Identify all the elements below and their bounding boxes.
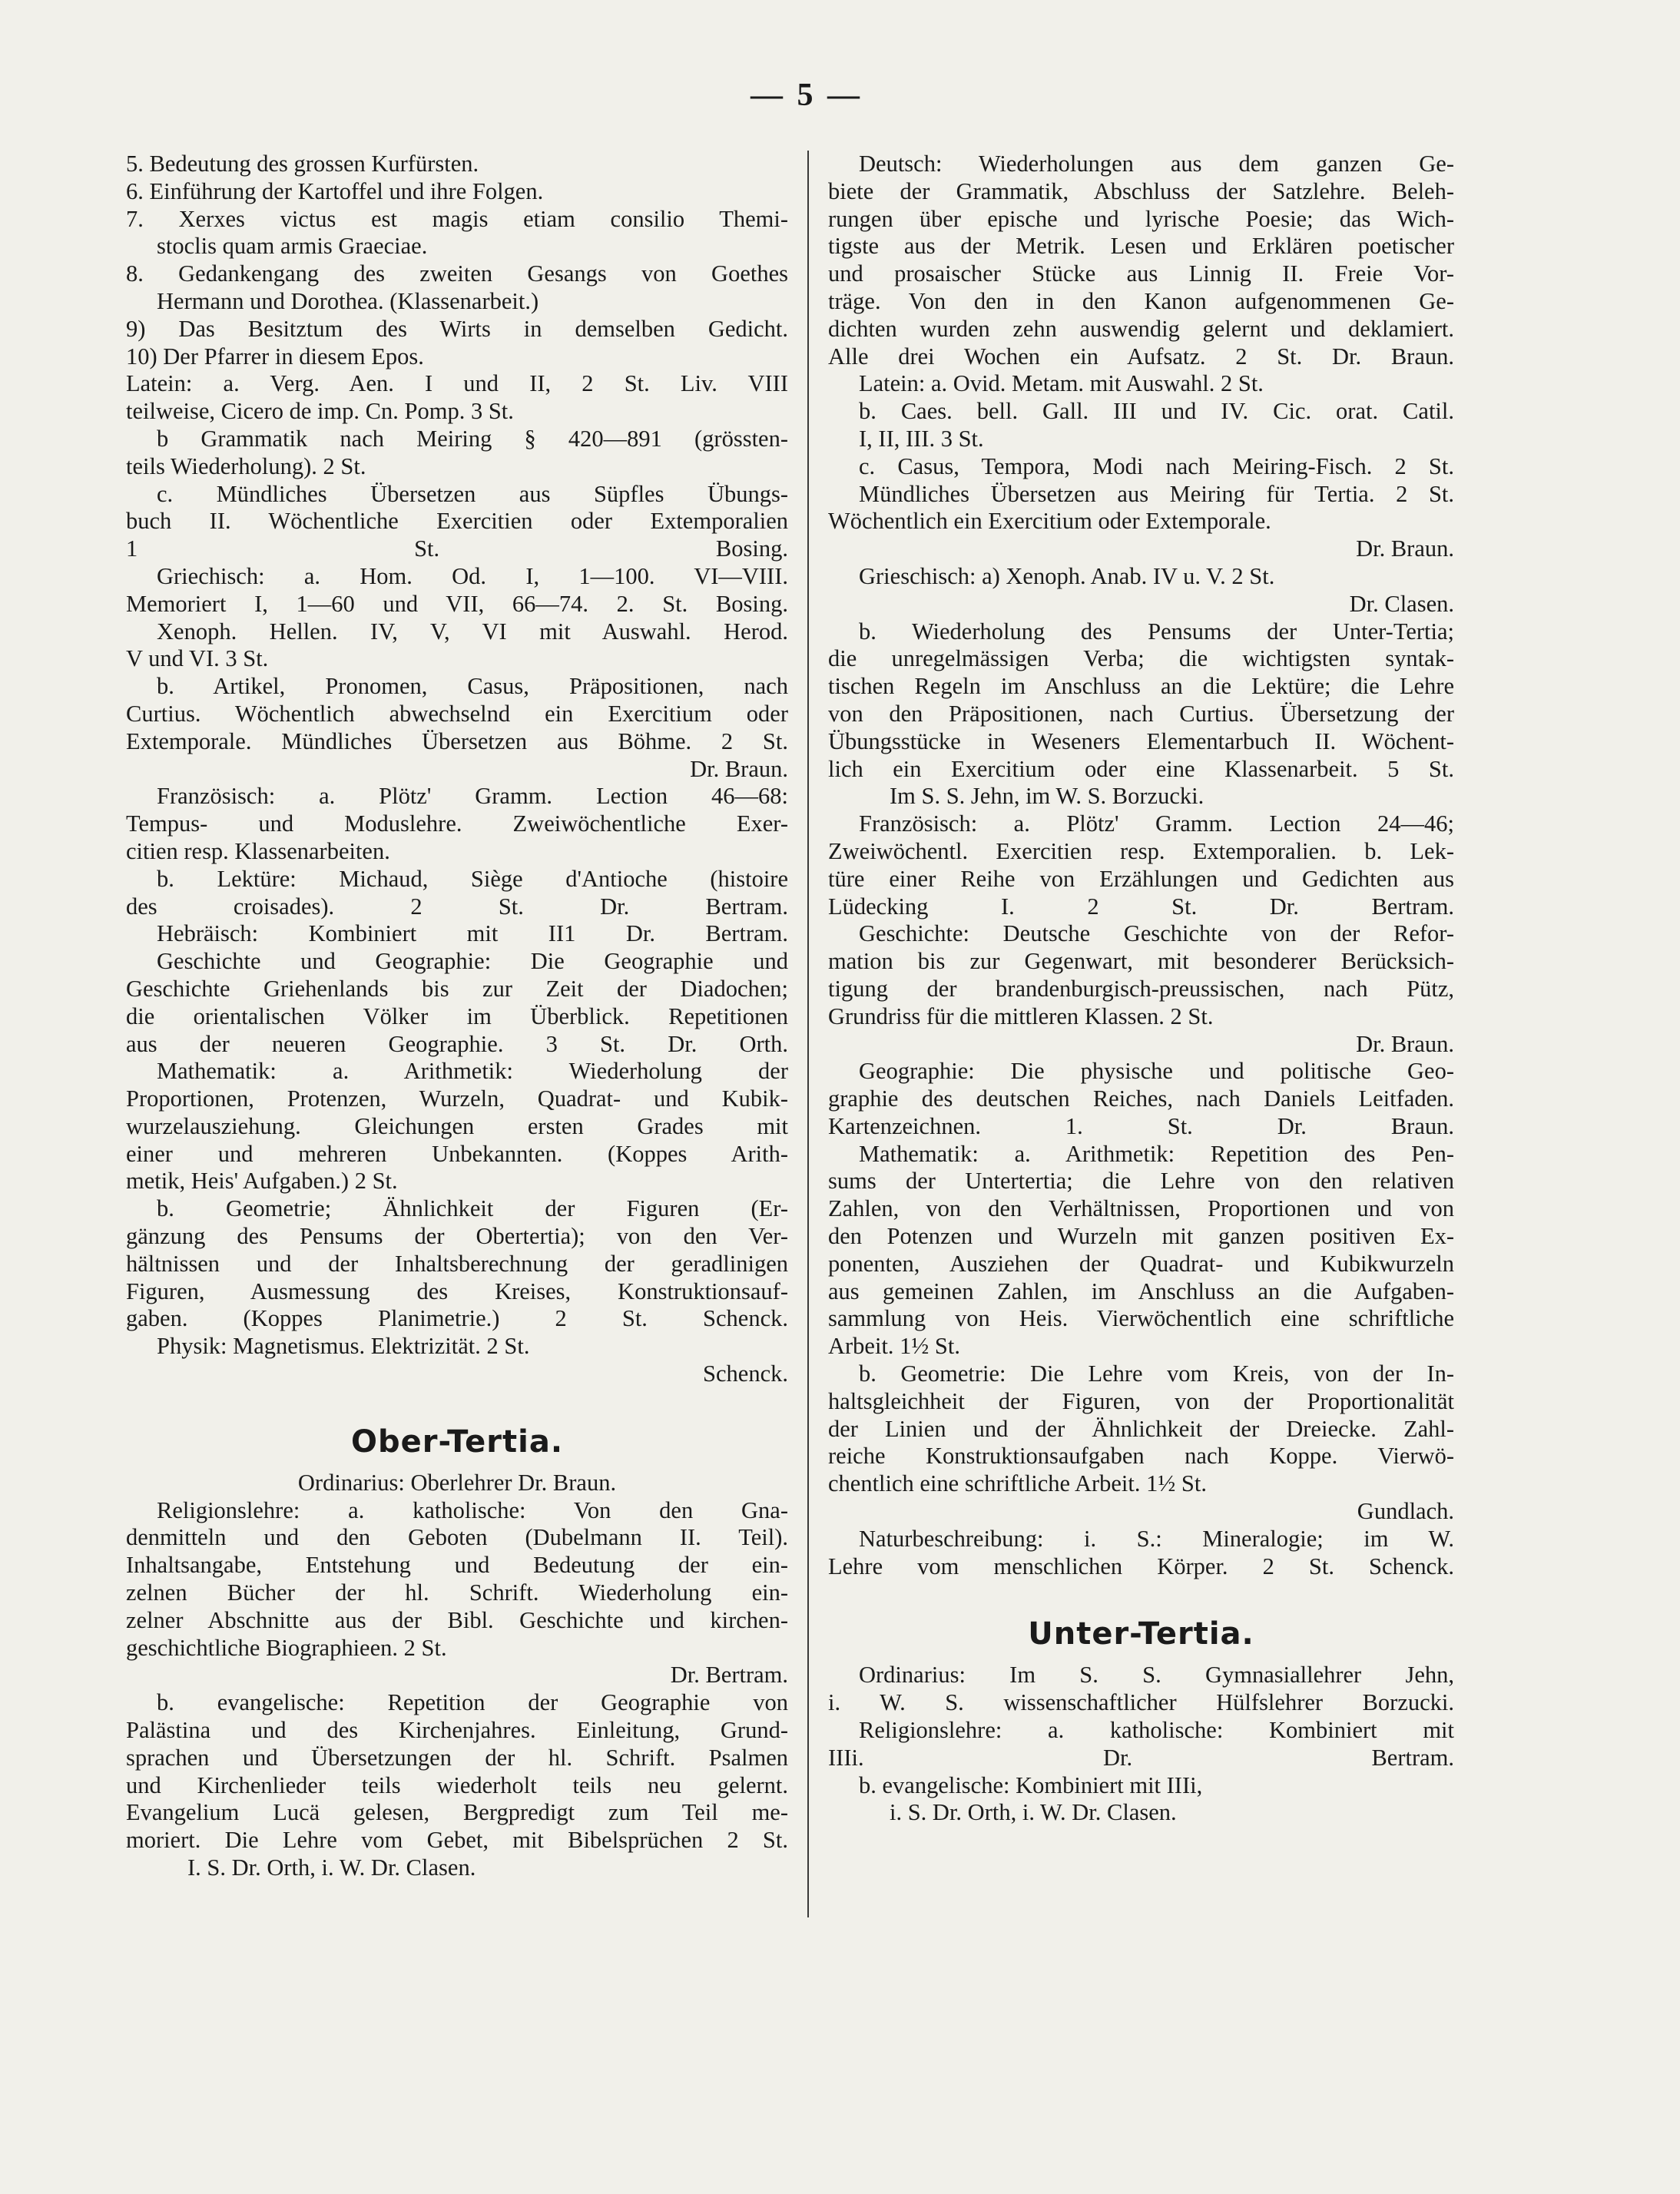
text-line: des croisades). 2 St. Dr. Bertram. (126, 893, 788, 920)
text-line: geschichtliche Biographieen. 2 St. (126, 1634, 447, 1661)
text-line: Physik: Magnetismus. Elektrizität. 2 St. (157, 1333, 530, 1360)
text-line: Tempus- und Moduslehre. Zweiwöchentliche Exer- (126, 810, 788, 837)
text-line: moriert. Die Lehre vom Gebet, mit Bibelsprüchen 2 St. (126, 1827, 788, 1854)
text-line: Dr. Clasen. (1349, 590, 1454, 617)
text-line: 1 St. Bosing. (126, 535, 788, 562)
text-line: Französisch: a. Plötz' Gramm. Lection 24—46; (859, 810, 1454, 837)
text-line: 5. Bedeutung des grossen Kurfürsten. (126, 151, 479, 177)
text-line: Geschichte: Deutsche Geschichte von der Refor- (859, 920, 1454, 947)
text-line: Dr. Braun. (1356, 1030, 1454, 1057)
text-line: Extemporale. Mündliches Übersetzen aus Böhme. 2 St. (126, 727, 788, 754)
text-line: b. Geometrie; Ähnlichkeit der Figuren (Er- (157, 1195, 788, 1222)
text-line: Dr. Bertram. (670, 1662, 788, 1689)
text-line: Gundlach. (1357, 1498, 1454, 1525)
text-line: b. Lektüre: Michaud, Siège d'Antioche (histoire (157, 865, 788, 892)
text-line: Lüdecking I. 2 St. Dr. Bertram. (828, 893, 1454, 920)
text-line: Latein: a. Verg. Aen. I und II, 2 St. Liv. VIII (126, 370, 788, 397)
text-line: zelner Abschnitte aus der Bibl. Geschichte und kirchen- (126, 1606, 788, 1633)
text-line: Zweiwöchentl. Exercitien resp. Extemporalien. b. Lek- (828, 837, 1454, 864)
text-line: wurzelausziehung. Gleichungen ersten Grades mit (126, 1112, 788, 1139)
text-line: einer und mehreren Unbekannten. (Koppes Arith- (126, 1140, 788, 1167)
text-line: rungen über epische und lyrische Poesie; das Wich- (828, 205, 1454, 232)
text-line: I, II, III. 3 St. (859, 425, 984, 452)
text-line: Mündliches Übersetzen aus Meiring für Tertia. 2 St. (859, 480, 1454, 507)
text-line: buch II. Wöchentliche Exercitien oder Extemporalien (126, 508, 788, 535)
text-line: Memoriert I, 1—60 und VII, 66—74. 2. St. Bosing. (126, 590, 788, 617)
text-line: b. evangelische: Kombiniert mit IIIi, (859, 1771, 1203, 1798)
text-line: Inhaltsangabe, Entstehung und Bedeutung der ein- (126, 1552, 788, 1579)
text-line: Curtius. Wöchentlich abwechselnd ein Exercitium oder (126, 700, 788, 727)
text-line: Geschichte und Geographie: Die Geographie und (157, 948, 788, 975)
text-line: Palästina und des Kirchenjahres. Einleitung, Grund- (126, 1717, 788, 1744)
text-line: Hebräisch: Kombiniert mit II1 Dr. Bertram. (157, 920, 788, 947)
text-line: chentlich eine schriftliche Arbeit. 1½ St. (828, 1470, 1207, 1497)
text-line: Geographie: Die physische und politische Geo- (859, 1058, 1454, 1085)
text-line: Alle drei Wochen ein Aufsatz. 2 St. Dr. Braun. (828, 343, 1454, 370)
text-line: den Potenzen und Wurzeln mit ganzen positiven Ex- (828, 1223, 1454, 1250)
text-line: 8. Gedankengang des zweiten Gesangs von Goethes (126, 260, 788, 287)
text-line: Ordinarius: Im S. S. Gymnasiallehrer Jehn, (859, 1662, 1454, 1689)
text-line: Übungsstücke in Weseners Elementarbuch II. Wöchent- (828, 727, 1454, 754)
text-line: die orientalischen Völker im Überblick. Repetitionen (126, 1003, 788, 1029)
text-line: Hermann und Dorothea. (Klassenarbeit.) (157, 287, 539, 314)
text-line: Schenck. (703, 1360, 788, 1387)
text-line: Arbeit. 1½ St. (828, 1333, 960, 1360)
text-line: Religionslehre: a. katholische: Von den Gna- (157, 1496, 788, 1523)
text-line: b. Wiederholung des Pensums der Unter-Tertia; (859, 618, 1454, 645)
text-line: Figuren, Ausmessung des Kreises, Konstruktionsauf- (126, 1278, 788, 1304)
text-line: Dr. Braun. (690, 755, 788, 782)
text-line: zelnen Bücher der hl. Schrift. Wiederholung ein- (126, 1579, 788, 1606)
text-line: V und VI. 3 St. (126, 645, 269, 672)
text-line: Kartenzeichnen. 1. St. Dr. Braun. (828, 1112, 1454, 1139)
text-line: tigste aus der Metrik. Lesen und Erklären poetischer (828, 233, 1454, 260)
text-line: Mathematik: a. Arithmetik: Repetition des Pen- (859, 1140, 1454, 1167)
text-line: tigung der brandenburgisch-preussischen, nach Pütz, (828, 975, 1454, 1002)
text-line: Im S. S. Jehn, im W. S. Borzucki. (890, 783, 1204, 810)
section-heading-unter-tertia: Unter-Tertia. (1028, 1616, 1254, 1652)
text-line: Evangelium Lucä gelesen, Bergpredigt zum Teil me- (126, 1799, 788, 1826)
text-line: sammlung von Heis. Vierwöchentlich eine schriftliche (828, 1305, 1454, 1332)
text-line: IIIi. Dr. Bertram. (828, 1744, 1454, 1771)
column-divider (807, 151, 809, 1917)
text-line: I. S. Dr. Orth, i. W. Dr. Clasen. (187, 1854, 476, 1881)
text-line: Deutsch: Wiederholungen aus dem ganzen Ge- (859, 151, 1454, 177)
text-line: sums der Untertertia; die Lehre von den relativen (828, 1168, 1454, 1195)
text-line: Französisch: a. Plötz' Gramm. Lection 46—68: (157, 783, 788, 810)
section-heading-ober-tertia: Ober-Tertia. (350, 1423, 564, 1460)
text-line: Naturbeschreibung: i. S.: Mineralogie; im W. (859, 1525, 1454, 1552)
right-column (828, 151, 1454, 1827)
text-line: türe einer Reihe von Erzählungen und Gedichten aus (828, 865, 1454, 892)
text-line: b. Geometrie: Die Lehre vom Kreis, von der In- (859, 1360, 1454, 1387)
text-line: gaben. (Koppes Planimetrie.) 2 St. Schenck. (126, 1305, 788, 1332)
text-line: i. S. Dr. Orth, i. W. Dr. Clasen. (890, 1799, 1177, 1826)
text-line: teils Wiederholung). 2 St. (126, 452, 366, 479)
left-column (126, 151, 788, 1882)
text-line: aus gemeinen Zahlen, im Anschluss an die Aufgaben- (828, 1278, 1454, 1304)
text-line: die unregelmässigen Verba; die wichtigsten syntak- (828, 645, 1454, 672)
text-line: haltsgleichheit der Figuren, von der Proportionalität (828, 1387, 1454, 1414)
text-line: der Linien und der Ähnlichkeit der Dreiecke. Zahl- (828, 1415, 1454, 1442)
text-line: c. Mündliches Übersetzen aus Süpfles Übungs- (157, 480, 788, 507)
text-line: Griechisch: a. Hom. Od. I, 1—100. VI—VIII. (157, 562, 788, 589)
text-line: mation bis zur Gegenwart, mit besonderer Berücksich- (828, 948, 1454, 975)
text-line: und Kirchenlieder teils wiederholt teils neu gelernt. (126, 1771, 788, 1798)
text-line: ponenten, Ausziehen der Quadrat- und Kubikwurzeln (828, 1250, 1454, 1277)
text-line: citien resp. Klassenarbeiten. (126, 837, 390, 864)
text-line: graphie des deutschen Reiches, nach Daniels Leitfaden. (828, 1085, 1454, 1112)
text-line: b. Artikel, Pronomen, Casus, Präpositionen, nach (157, 673, 788, 700)
text-line: dichten wurden zehn auswendig gelernt und deklamiert. (828, 315, 1454, 342)
text-line: Wöchentlich ein Exercitium oder Extemporale. (828, 508, 1271, 535)
text-line: metik, Heis' Aufgaben.) 2 St. (126, 1168, 398, 1195)
text-line: Religionslehre: a. katholische: Kombiniert mit (859, 1717, 1454, 1744)
text-line: Mathematik: a. Arithmetik: Wiederholung der (157, 1058, 788, 1085)
text-line: Lehre vom menschlichen Körper. 2 St. Schenck. (828, 1553, 1454, 1579)
text-line: 10) Der Pfarrer in diesem Epos. (126, 343, 424, 370)
text-line: hältnissen und der Inhaltsberechnung der geradlinigen (126, 1250, 788, 1277)
text-line: gänzung des Pensums der Obertertia); von den Ver- (126, 1223, 788, 1250)
text-line: c. Casus, Tempora, Modi nach Meiring-Fisch. 2 St. (859, 452, 1454, 479)
text-line: b. evangelische: Repetition der Geographie von (157, 1689, 788, 1716)
text-line: und prosaischer Stücke aus Linnig II. Freie Vor- (828, 260, 1454, 287)
text-line: i. W. S. wissenschaftlicher Hülfslehrer Borzucki. (828, 1689, 1454, 1716)
text-line: Xenoph. Hellen. IV, V, VI mit Auswahl. Herod. (157, 618, 788, 645)
text-line: Dr. Braun. (1356, 535, 1454, 562)
text-line: teilweise, Cicero de imp. Cn. Pomp. 3 St. (126, 398, 514, 425)
text-line: sprachen und Übersetzungen der hl. Schrift. Psalmen (126, 1744, 788, 1771)
text-line: 9) Das Besitztum des Wirts in demselben Gedicht. (126, 315, 788, 342)
text-line: b Grammatik nach Meiring § 420—891 (grössten- (157, 425, 788, 452)
text-line: aus der neueren Geographie. 3 St. Dr. Orth. (126, 1030, 788, 1057)
text-line: von den Präpositionen, nach Curtius. Übersetzung der (828, 700, 1454, 727)
text-line: Latein: a. Ovid. Metam. mit Auswahl. 2 St. (859, 370, 1264, 397)
text-line: biete der Grammatik, Abschluss der Satzlehre. Beleh- (828, 177, 1454, 204)
text-line: Geschichte Griehenlands bis zur Zeit der Diadochen; (126, 975, 788, 1002)
text-line: Proportionen, Protenzen, Wurzeln, Quadrat- und Kubik- (126, 1085, 788, 1112)
text-line: reiche Konstruktionsaufgaben nach Koppe. Vierwö- (828, 1443, 1454, 1470)
text-line: b. Caes. bell. Gall. III und IV. Cic. orat. Catil. (859, 398, 1454, 425)
text-line: träge. Von den in den Kanon aufgenommenen Ge- (828, 287, 1454, 314)
text-line: Grieschisch: a) Xenoph. Anab. IV u. V. 2 St. (859, 562, 1275, 589)
text-line: denmitteln und den Geboten (Dubelmann II. Teil). (126, 1524, 788, 1551)
text-line: Zahlen, von den Verhältnissen, Proportionen und von (828, 1195, 1454, 1222)
text-line: tischen Regeln im Anschluss an die Lektüre; die Lehre (828, 673, 1454, 700)
text-line: lich ein Exercitium oder eine Klassenarbeit. 5 St. (828, 755, 1454, 782)
text-line: 6. Einführung der Kartoffel und ihre Folgen. (126, 177, 544, 204)
text-line: Grundriss für die mittleren Klassen. 2 St. (828, 1003, 1214, 1029)
text-line: stoclis quam armis Graeciae. (157, 233, 428, 260)
text-line: 7. Xerxes victus est magis etiam consilio Themi- (126, 205, 788, 232)
text-line: Ordinarius: Oberlehrer Dr. Braun. (297, 1469, 617, 1496)
page-number: — 5 — (751, 78, 863, 113)
